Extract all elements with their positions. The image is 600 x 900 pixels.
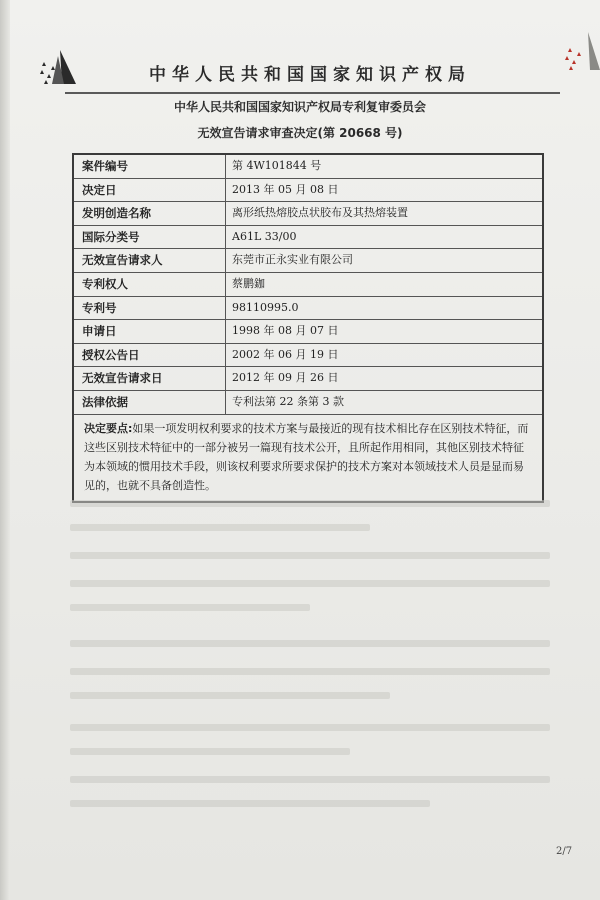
row-label: 案件编号 <box>74 155 226 178</box>
board-name: 中华人民共和国国家知识产权局专利复审委员会 <box>173 100 426 114</box>
row-label: 无效宣告请求人 <box>74 249 226 272</box>
table-row <box>74 391 542 415</box>
row-label: 发明创造名称 <box>74 202 226 225</box>
row-value: 蔡鹏鉫 <box>232 276 265 290</box>
row-label: 专利权人 <box>74 273 226 296</box>
key-points-text: 如果一项发明权利要求的技术方案与最接近的现有技术相比存在区别技术特征，而这些区别技术特征中的一部分被另一篇现有技术公开，且所起作用相同，其他区别技术特征为本领域的惯用技术手段，则该权利要求所要求保护的技术方案对本领域技术人员是显而易见的，也就不具备创造性。 <box>84 421 529 492</box>
row-value: 2012 年 09 月 26 日 <box>232 371 339 385</box>
table-row <box>74 344 542 368</box>
page-number: 2/7 <box>556 846 573 857</box>
show-through-line <box>70 776 550 783</box>
row-label: 国际分类号 <box>74 226 226 249</box>
cnipa-logo-red-icon <box>562 30 600 78</box>
show-through-line <box>70 640 550 647</box>
row-value: 1998 年 08 月 07 日 <box>232 324 339 338</box>
show-through-line <box>70 748 350 755</box>
table-row <box>74 367 542 391</box>
show-through-line <box>70 604 310 611</box>
cnipa-logo-icon <box>38 48 84 88</box>
show-through-line <box>70 500 550 507</box>
show-through-line <box>70 692 390 699</box>
row-value: 第 4W101844 号 <box>232 159 322 172</box>
show-through-line <box>70 800 430 807</box>
table-row <box>74 320 542 344</box>
row-label: 法律依据 <box>74 391 226 414</box>
table-row <box>74 155 542 179</box>
case-info-table <box>72 153 544 503</box>
table-row <box>74 249 542 273</box>
agency-name: 中华人民共和国国家知识产权局 <box>149 65 471 85</box>
show-through-line <box>70 524 370 531</box>
row-label: 无效宣告请求日 <box>74 367 226 390</box>
table-row <box>74 202 542 226</box>
decision-key-points <box>74 415 542 501</box>
row-label: 专利号 <box>74 297 226 320</box>
table-row <box>74 297 542 321</box>
row-label: 申请日 <box>74 320 226 343</box>
row-value: 专利法第 22 条第 3 款 <box>232 394 344 408</box>
row-value: 2002 年 06 月 19 日 <box>232 347 339 361</box>
decision-title: 无效宣告请求审查决定(第 20668 号) <box>197 126 403 140</box>
table-row <box>74 226 542 250</box>
show-through-line <box>70 552 550 559</box>
row-value: 2013 年 05 月 08 日 <box>232 182 339 196</box>
show-through-line <box>70 580 550 587</box>
table-row <box>74 273 542 297</box>
row-value: 离形纸热熔胶点状胶布及其热熔装置 <box>232 206 408 220</box>
row-label: 决定日 <box>74 179 226 202</box>
table-row <box>74 179 542 203</box>
row-value: 东莞市正永实业有限公司 <box>232 253 353 267</box>
show-through-line <box>70 668 550 675</box>
header-divider <box>65 92 560 94</box>
row-value: 98110995.0 <box>232 300 299 314</box>
row-value: A61L 33/00 <box>232 229 297 243</box>
page-edge-shadow <box>0 0 10 900</box>
show-through-line <box>70 724 550 731</box>
row-label: 授权公告日 <box>74 344 226 367</box>
key-points-label: 决定要点: <box>84 421 133 435</box>
